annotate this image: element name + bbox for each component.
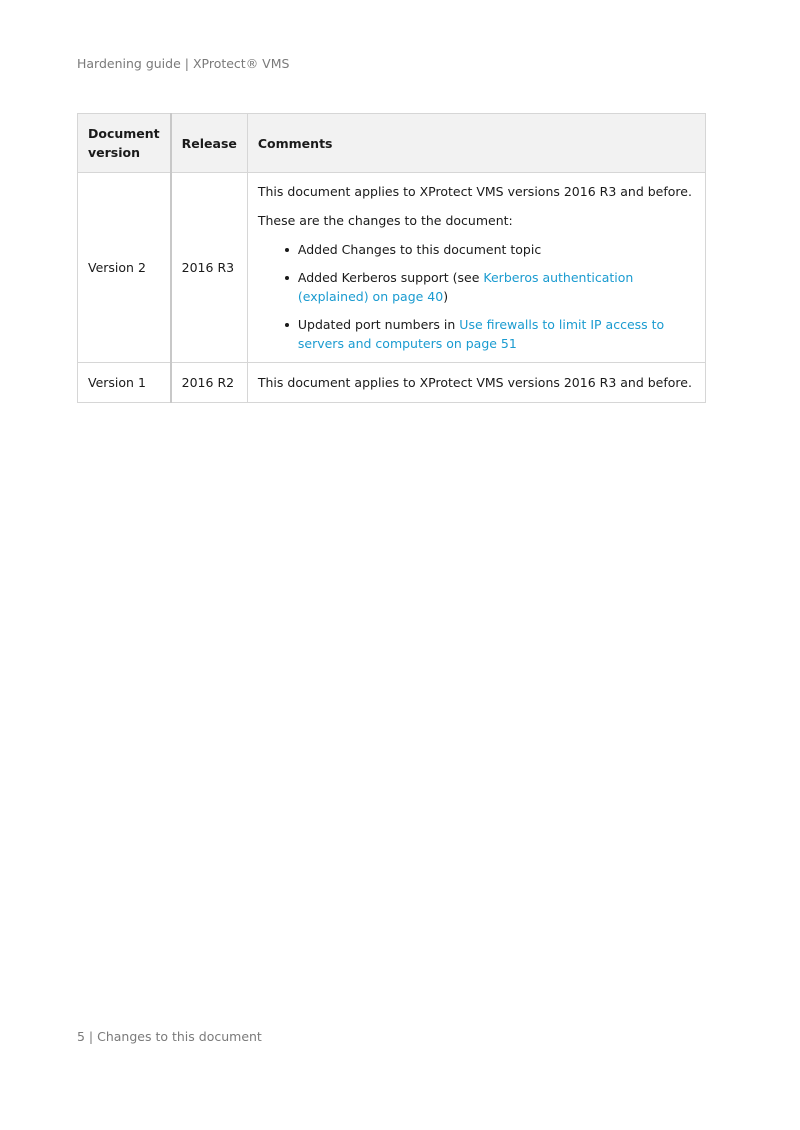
column-header-comments: Comments <box>247 114 705 173</box>
firewalls-link[interactable]: Use firewalls to limit IP access to servers and computers on page 51 <box>297 317 665 351</box>
comments-cell <box>247 173 705 363</box>
column-header-document-version: Document version <box>78 114 171 173</box>
kerberos-link[interactable]: Kerberos authentication (explained) on page 40 <box>297 270 634 304</box>
comments-cell: This document applies to XProtect VMS versions 2016 R3 and before. <box>247 363 705 403</box>
comment-paragraph: This document applies to XProtect VMS versions 2016 R3 and before. <box>257 184 692 199</box>
version-cell: Version 2 <box>78 173 171 363</box>
list-item <box>298 240 695 259</box>
table-header-row <box>78 114 706 173</box>
revision-table <box>77 113 706 403</box>
comment-paragraph: These are the changes to the document: <box>257 213 513 228</box>
list-item-text: Updated port numbers in <box>297 317 460 332</box>
list-item <box>298 315 695 353</box>
column-header-release: Release <box>171 114 248 173</box>
release-cell: 2016 R2 <box>171 363 248 403</box>
table-row <box>78 173 706 363</box>
table-row <box>78 363 706 403</box>
changes-list <box>258 240 695 353</box>
page-header: Hardening guide | XProtect® VMS <box>77 56 290 71</box>
list-item-text: Added Changes to this document topic <box>297 242 542 257</box>
list-item-text: ) <box>443 289 449 304</box>
page-footer: 5 | Changes to this document <box>77 1029 262 1044</box>
release-cell: 2016 R3 <box>171 173 248 363</box>
list-item <box>298 268 695 306</box>
version-cell: Version 1 <box>78 363 171 403</box>
list-item-text: Added Kerberos support (see <box>297 270 484 285</box>
